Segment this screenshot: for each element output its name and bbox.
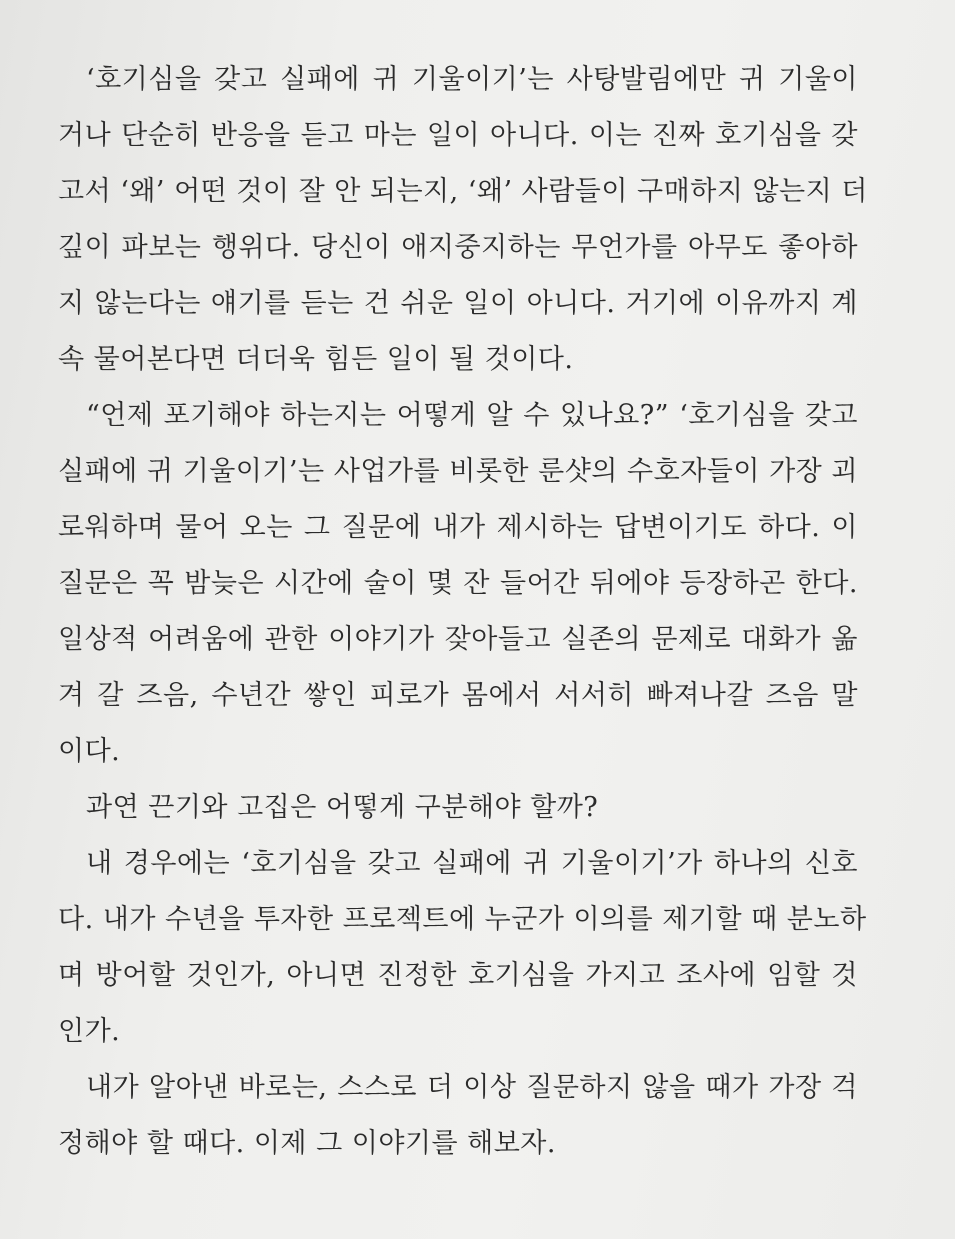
text-line: 깊이 파보는 행위다. 당신이 애지중지하는 무언가를 아무도 좋아하 (58, 232, 858, 263)
text-line: 내가 알아낸 바로는, 스스로 더 이상 질문하지 않을 때가 가장 걱 (86, 1072, 858, 1103)
text-line: 정해야 할 때다. 이제 그 이야기를 해보자. (58, 1128, 556, 1159)
text-line: 겨 갈 즈음, 수년간 쌓인 피로가 몸에서 서서히 빠져나갈 즈음 말 (58, 680, 858, 711)
text-line: ‘호기심을 갖고 실패에 귀 기울이기’는 사탕발림에만 귀 기울이 (86, 64, 858, 95)
text-line: “언제 포기해야 하는지는 어떻게 알 수 있나요?” ‘호기심을 갖고 (86, 400, 858, 431)
text-line: 과연 끈기와 고집은 어떻게 구분해야 할까? (86, 792, 599, 823)
text-line: 내 경우에는 ‘호기심을 갖고 실패에 귀 기울이기’가 하나의 신호 (86, 848, 858, 879)
text-line: 거나 단순히 반응을 듣고 마는 일이 아니다. 이는 진짜 호기심을 갖 (58, 120, 858, 151)
body-text (58, 52, 868, 1172)
text-line: 다. 내가 수년을 투자한 프로젝트에 누군가 이의를 제기할 때 분노하 (58, 904, 867, 935)
text-line: 실패에 귀 기울이기’는 사업가를 비롯한 룬샷의 수호자들이 가장 괴 (58, 456, 858, 487)
text-line: 며 방어할 것인가, 아니면 진정한 호기심을 가지고 조사에 임할 것 (58, 960, 858, 991)
text-line: 속 물어본다면 더더욱 힘든 일이 될 것이다. (58, 344, 574, 375)
text-line: 일상적 어려움에 관한 이야기가 잦아들고 실존의 문제로 대화가 옮 (58, 624, 858, 655)
text-line: 지 않는다는 얘기를 듣는 건 쉬운 일이 아니다. 거기에 이유까지 계 (58, 288, 858, 319)
text-line: 인가. (58, 1016, 121, 1047)
text-line: 고서 ‘왜’ 어떤 것이 잘 안 되는지, ‘왜’ 사람들이 구매하지 않는지 더 (58, 176, 868, 207)
text-line: 질문은 꼭 밤늦은 시간에 술이 몇 잔 들어간 뒤에야 등장하곤 한다. (58, 568, 858, 599)
text-line: 로워하며 물어 오는 그 질문에 내가 제시하는 답변이기도 하다. 이 (58, 512, 858, 543)
text-line: 이다. (58, 736, 121, 767)
